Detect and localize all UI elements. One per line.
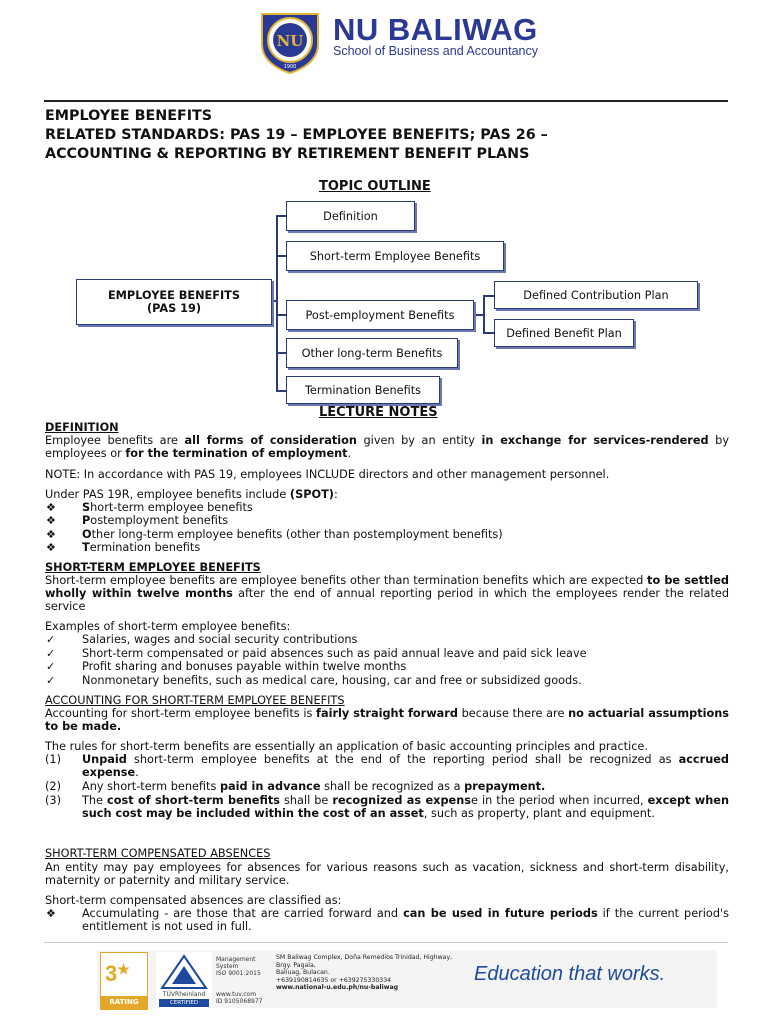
cert-body: TÜVRheinland	[162, 991, 206, 998]
list-item: Profit sharing and bonuses payable within twelve months	[82, 660, 407, 673]
checkmark-icon: ✓	[46, 674, 56, 687]
tuv-triangle-icon	[156, 952, 212, 992]
title-divider	[44, 100, 728, 102]
checkmark-icon: ✓	[46, 660, 56, 673]
footer-tagline: Education that works.	[474, 963, 666, 985]
outline-node-defined-benefit: Defined Benefit Plan	[494, 319, 634, 347]
section-short-term-title: SHORT-TERM EMPLOYEE BENEFITS	[45, 561, 261, 574]
cert-status: CERTIFIED	[159, 999, 209, 1007]
connector-db	[483, 332, 494, 334]
diamond-bullet-icon: ❖	[46, 541, 56, 554]
note-paragraph: NOTE: In accordance with PAS 19, employees INCLUDE directors and other management personnel.	[45, 468, 610, 481]
connector-dc	[483, 295, 494, 297]
list-item: Postemployment benefits	[82, 514, 229, 527]
diamond-bullet-icon: ❖	[46, 501, 56, 514]
rules-intro: The rules for short-term benefits are essentially an application of basic accounting principles and practice.	[45, 740, 648, 753]
footer-address: SM Baliwag Complex, Doña Remedios Trinidad, Highway, Brgy. Pagala, Baliuag, Bulacan. +639190814635 or +639275330334 www.national-u.edu.ph/nu-baliwag	[276, 954, 453, 992]
absences-classified: Short-term compensated absences are classified as:	[45, 894, 342, 907]
section-accounting-title: ACCOUNTING FOR SHORT-TERM EMPLOYEE BENEFITS	[45, 694, 345, 707]
svg-text:1900: 1900	[283, 64, 297, 70]
rule-item: Unpaid short-term employee benefits at the end of the reporting period shall be recognized as accrued expense.	[82, 753, 729, 780]
absences-paragraph: An entity may pay employees for absences for various reasons such as vacation, sickness and short-term disability, maternity or paternity and military service.	[45, 861, 729, 888]
cert-details: Management System ISO 9001:2015 www.tuv.com ID 9105068977	[216, 956, 263, 1005]
list-item: Salaries, wages and social security contributions	[82, 633, 358, 646]
rule-number: (3)	[45, 794, 62, 807]
outline-node-short-term: Short-term Employee Benefits	[286, 241, 504, 271]
lecture-notes-heading: LECTURE NOTES	[319, 405, 438, 420]
examples-intro: Examples of short-term employee benefits:	[45, 620, 291, 633]
outline-root-employee-benefits	[76, 279, 272, 325]
document-title-standards-cont: ACCOUNTING & REPORTING BY RETIREMENT BENEFIT PLANS	[45, 146, 530, 162]
list-item: Nonmonetary benefits, such as medical care, housing, car and free or subsidized goods.	[82, 674, 582, 687]
checkmark-icon: ✓	[46, 633, 56, 646]
rating-value: 3★	[105, 961, 130, 986]
rule-item: Any short-term benefits paid in advance shall be recognized as a prepayment.	[82, 780, 546, 793]
section-absences-title: SHORT-TERM COMPENSATED ABSENCES	[45, 847, 271, 860]
list-item: Accumulating - are those that are carried forward and can be used in future periods if the current period's entitlement is not used in full.	[82, 907, 730, 934]
school-seal-logo	[256, 10, 324, 74]
certification-mark	[156, 952, 212, 1008]
root-label-line1: EMPLOYEE BENEFITS	[107, 289, 241, 302]
diamond-bullet-icon: ❖	[46, 514, 56, 527]
short-term-paragraph: Short-term employee benefits are employee benefits other than termination benefits which are expected to be settled wholly within twelve months after the end of annual reporting period in which the employees render the related service	[45, 574, 730, 614]
rating-badge	[100, 952, 148, 1010]
document-title-standards: RELATED STANDARDS: PAS 19 – EMPLOYEE BENEFITS; PAS 26 –	[45, 127, 548, 143]
root-label-line2: (PAS 19)	[146, 302, 202, 315]
brand-name: NU BALIWAG	[333, 12, 538, 47]
diamond-bullet-icon: ❖	[46, 528, 56, 541]
rating-label: RATING	[101, 996, 147, 1009]
rule-item: The cost of short-term benefits shall be recognized as expense in the period when incurred, except when such cost may be included within the cost of an asset, such as property, plant and equipment.	[82, 794, 729, 821]
topic-outline-heading: TOPIC OUTLINE	[319, 179, 431, 194]
svg-text:NU: NU	[276, 32, 304, 50]
section-definition-title: DEFINITION	[45, 421, 119, 434]
connector-short-term	[276, 255, 286, 257]
connector-post-employment	[276, 314, 286, 316]
list-item: Short-term employee benefits	[82, 501, 253, 514]
checkmark-icon: ✓	[46, 647, 56, 660]
spot-intro: Under PAS 19R, employee benefits include (SPOT):	[45, 488, 338, 501]
star-icon: ★	[117, 961, 130, 977]
connector-trunk	[276, 215, 278, 391]
outline-node-post-employment: Post-employment Benefits	[286, 300, 474, 330]
document-title: EMPLOYEE BENEFITS	[45, 108, 213, 124]
definition-paragraph: Employee benefits are all forms of consideration given by an entity in exchange for services-rendered by employees or for the termination of employment.	[45, 434, 730, 461]
connector-other-long-term	[276, 352, 286, 354]
connector-termination	[276, 390, 286, 392]
accounting-paragraph: Accounting for short-term employee benefits is fairly straight forward because there are no actuarial assumptions to be made.	[45, 707, 729, 734]
outline-node-termination: Termination Benefits	[286, 376, 440, 404]
list-item: Short-term compensated or paid absences such as paid annual leave and paid sick leave	[82, 647, 587, 660]
connector-definition	[276, 215, 286, 217]
connector-plans-trunk	[483, 295, 485, 333]
list-item: Termination benefits	[82, 541, 201, 554]
rule-number: (2)	[45, 780, 62, 793]
list-item: Other long-term employee benefits (other than postemployment benefits)	[82, 528, 503, 541]
outline-node-definition: Definition	[286, 201, 415, 231]
outline-node-other-long-term: Other long-term Benefits	[286, 338, 458, 368]
brand-subtitle: School of Business and Accountancy	[333, 44, 538, 58]
rule-number: (1)	[45, 753, 62, 766]
diamond-bullet-icon: ❖	[46, 907, 56, 920]
outline-node-defined-contribution: Defined Contribution Plan	[494, 281, 698, 309]
